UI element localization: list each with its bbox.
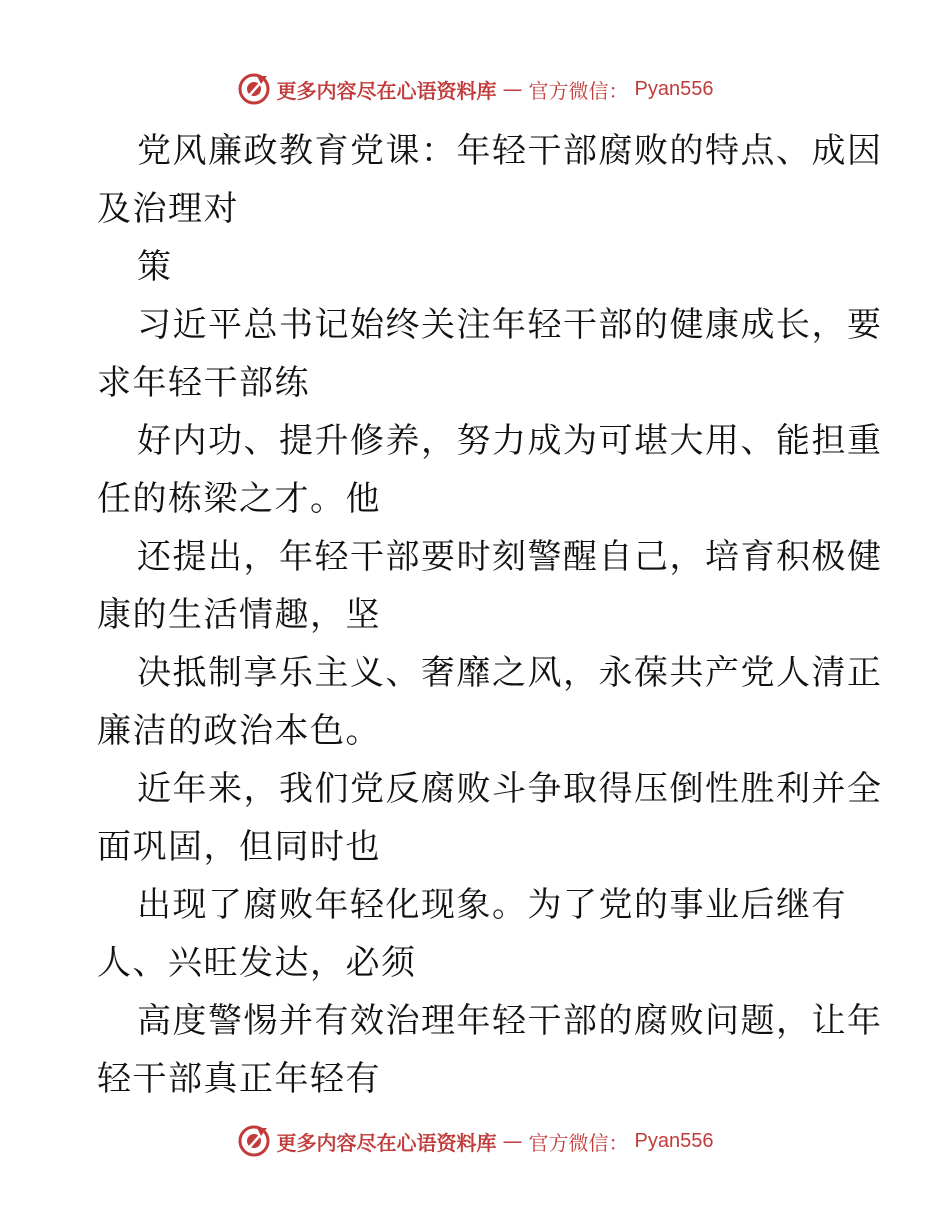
watermark-dash: — — [502, 77, 523, 101]
watermark-id: Pyan556 — [634, 1129, 714, 1152]
watermark-id: Pyan556 — [634, 77, 714, 100]
document-body — [97, 122, 883, 1108]
text-line: 还提出，年轻干部要时刻警醒自己，培育积极健 — [137, 537, 883, 577]
text-line: 高度警惕并有效治理年轻干部的腐败问题，让年 — [137, 1001, 883, 1041]
text-line: 人、兴旺发达，必须 — [97, 943, 417, 983]
watermark-dash: — — [502, 1129, 523, 1153]
text-line: 习近平总书记始终关注年轻干部的健康成长，要 — [137, 305, 883, 345]
text-line: 策 — [137, 247, 173, 287]
text-line: 面巩固，但同时也 — [97, 827, 381, 867]
text-line: 党风廉政教育党课：年轻干部腐败的特点、成因 — [137, 131, 883, 171]
watermark-main-text: 更多内容尽在心语资料库 — [276, 78, 497, 103]
text-line: 近年来，我们党反腐败斗争取得压倒性胜利并全 — [137, 769, 883, 809]
text-line: 任的栋梁之才。他 — [97, 479, 381, 519]
header-watermark — [0, 72, 950, 106]
text-line: 康的生活情趣，坚 — [97, 595, 381, 635]
footer-watermark — [0, 1124, 950, 1158]
logo-seal-icon — [237, 1124, 271, 1158]
text-line: 决抵制享乐主义、奢靡之风，永葆共产党人清正 — [137, 653, 883, 693]
watermark-main-text: 更多内容尽在心语资料库 — [276, 1130, 497, 1155]
text-line: 轻干部真正年轻有 — [97, 1059, 381, 1099]
logo-seal-icon — [237, 72, 271, 106]
text-line: 出现了腐败年轻化现象。为了党的事业后继有 — [137, 885, 847, 925]
text-line: 求年轻干部练 — [97, 363, 310, 403]
text-line: 廉洁的政治本色。 — [97, 711, 381, 751]
watermark-sub-text: 官方微信： — [528, 1130, 629, 1155]
text-line: 及治理对 — [97, 189, 239, 229]
text-line: 好内功、提升修养，努力成为可堪大用、能担重 — [137, 421, 883, 461]
watermark-sub-text: 官方微信： — [528, 78, 629, 103]
